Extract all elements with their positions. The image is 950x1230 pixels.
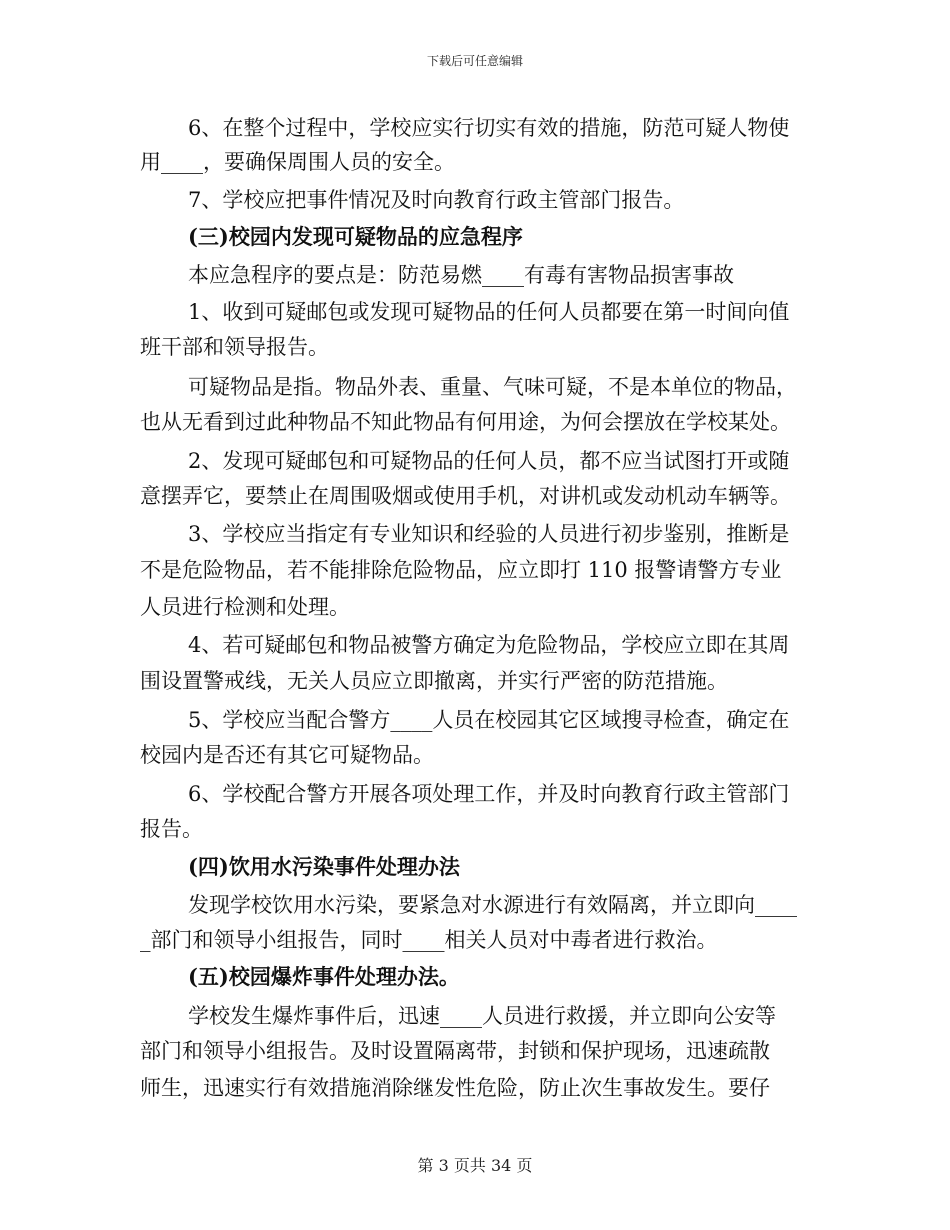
paragraph-line: 1、收到可疑邮包或发现可疑物品的任何人员都要在第一时间向值 (188, 300, 790, 324)
paragraph-line: 校园内是否还有其它可疑物品。 (140, 743, 434, 767)
paragraph-line: 学校发生爆炸事件后，迅速____人员进行救援，并立即向公安等 (188, 1004, 776, 1028)
paragraph-line: 3、学校应当指定有专业知识和经验的人员进行初步鉴别，推断是 (188, 522, 790, 546)
paragraph-line: 本应急程序的要点是：防范易燃____有毒有害物品损害事故 (188, 263, 734, 287)
paragraph-line: 2、发现可疑邮包和可疑物品的任何人员，都不应当试图打开或随 (188, 449, 790, 473)
paragraph-line: 不是危险物品，若不能排除危险物品，应立即打 110 报警请警方专业 (140, 558, 782, 582)
paragraph-line: 班干部和领导报告。 (140, 335, 329, 359)
paragraph-line: 围设置警戒线，无关人员应立即撤离，并实行严密的防范措施。 (140, 669, 728, 693)
paragraph-line: 5、学校应当配合警方____人员在校园其它区域搜寻检查，确定在 (188, 708, 790, 732)
page-footer: 第 3 页共 34 页 (417, 1156, 533, 1175)
paragraph-line: 4、若可疑邮包和物品被警方确定为危险物品，学校应立即在其周 (188, 633, 790, 657)
paragraph-line: 意摆弄它，要禁止在周围吸烟或使用手机，对讲机或发动机动车辆等。 (140, 484, 791, 508)
page-header: 下载后可任意编辑 (426, 54, 523, 68)
paragraph-line: 报告。 (140, 817, 203, 841)
paragraph-line: 7、学校应把事件情况及时向教育行政主管部门报告。 (188, 188, 685, 212)
paragraph-line: _部门和领导小组报告，同时____相关人员对中毒者进行救治。 (140, 928, 718, 952)
paragraph-line: 部门和领导小组报告。及时设置隔离带，封锁和保护现场，迅速疏散 (140, 1039, 770, 1063)
paragraph-line: 师生，迅速实行有效措施消除继发性危险，防止次生事故发生。要仔 (140, 1076, 770, 1100)
paragraph-line: 发现学校饮用水污染，要紧急对水源进行有效隔离，并立即向____ (188, 893, 797, 917)
paragraph-line: 6、学校配合警方开展各项处理工作，并及时向教育行政主管部门 (188, 782, 790, 806)
paragraph-line: 人员进行检测和处理。 (140, 595, 350, 619)
paragraph-line: 6、在整个过程中，学校应实行切实有效的措施，防范可疑人物使 (188, 116, 790, 140)
paragraph-line: 可疑物品是指。物品外表、重量、气味可疑，不是本单位的物品， (188, 375, 797, 399)
section-heading: (四)饮用水污染事件处理办法 (188, 854, 460, 879)
section-heading: (三)校园内发现可疑物品的应急程序 (188, 224, 523, 249)
paragraph-line: 用____，要确保周围人员的安全。 (140, 150, 455, 174)
section-heading: (五)校园爆炸事件处理办法。 (188, 964, 460, 989)
paragraph-line: 也从无看到过此种物品不知此物品有何用途，为何会摆放在学校某处。 (140, 410, 791, 434)
